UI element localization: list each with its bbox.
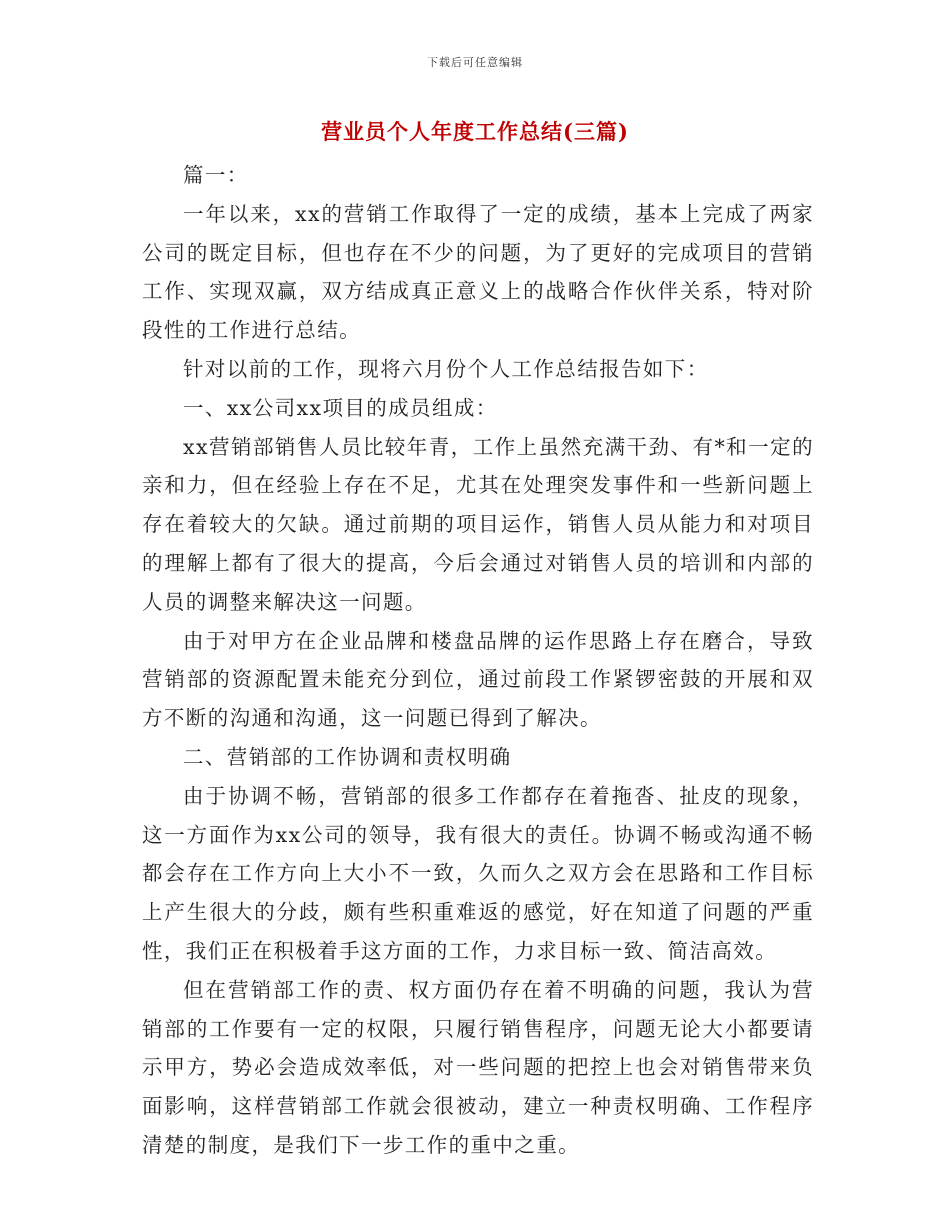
section-heading: 一、xx公司xx项目的成员组成：: [183, 395, 498, 420]
document-title: 营业员个人年度工作总结(三篇): [321, 119, 629, 144]
paragraph: 由于对甲方在企业品牌和楼盘品牌的运作思路上存在磨合，导致营销部的资源配置未能充分到位，通过前段工作紧锣密鼓的开展和双方不断的沟通和沟通，这一问题已得到了解决。: [142, 628, 814, 731]
document-body: [142, 156, 814, 1165]
section-label: 篇一：: [183, 163, 249, 187]
paragraph: 但在营销部工作的责、权方面仍存在着不明确的问题，我认为营销部的工作要有一定的权限，只履行销售程序，问题无论大小都要请示甲方，势必会造成效率低，对一些问题的把控上也会对销售带来负面影响，这样营销部工作就会很被动，建立一种责权明确、工作程序清楚的制度，是我们下一步工作的重中之重。: [142, 977, 814, 1157]
header-note: 下载后可任意编辑: [427, 56, 523, 69]
section-heading: 二、营销部的工作协调和责权明确: [183, 744, 512, 769]
paragraph: 一年以来，xx的营销工作取得了一定的成绩，基本上完成了两家公司的既定目标，但也存在不少的问题，为了更好的完成项目的营销工作、实现双赢，双方结成真正意义上的战略合作伙伴关系，特对阶段性的工作进行总结。: [142, 201, 814, 343]
paragraph: 由于协调不畅，营销部的很多工作都存在着拖沓、扯皮的现象，这一方面作为xx公司的领导，我有很大的责任。协调不畅或沟通不畅都会存在工作方向上大小不一致，久而久之双方会在思路和工作目标上产生很大的分歧，颇有些积重难返的感觉，好在知道了问题的严重性，我们正在积极着手这方面的工作，力求目标一致、简洁高效。: [142, 783, 814, 963]
paragraph: xx营销部销售人员比较年青，工作上虽然充满干劲、有*和一定的亲和力，但在经验上存在不足，尤其在处理突发事件和一些新问题上存在着较大的欠缺。通过前期的项目运作，销售人员从能力和对项目的理解上都有了很大的提高，今后会通过对销售人员的培训和内部的人员的调整来解决这一问题。: [142, 434, 814, 614]
paragraph: 针对以前的工作，现将六月份个人工作总结报告如下：: [183, 356, 709, 381]
